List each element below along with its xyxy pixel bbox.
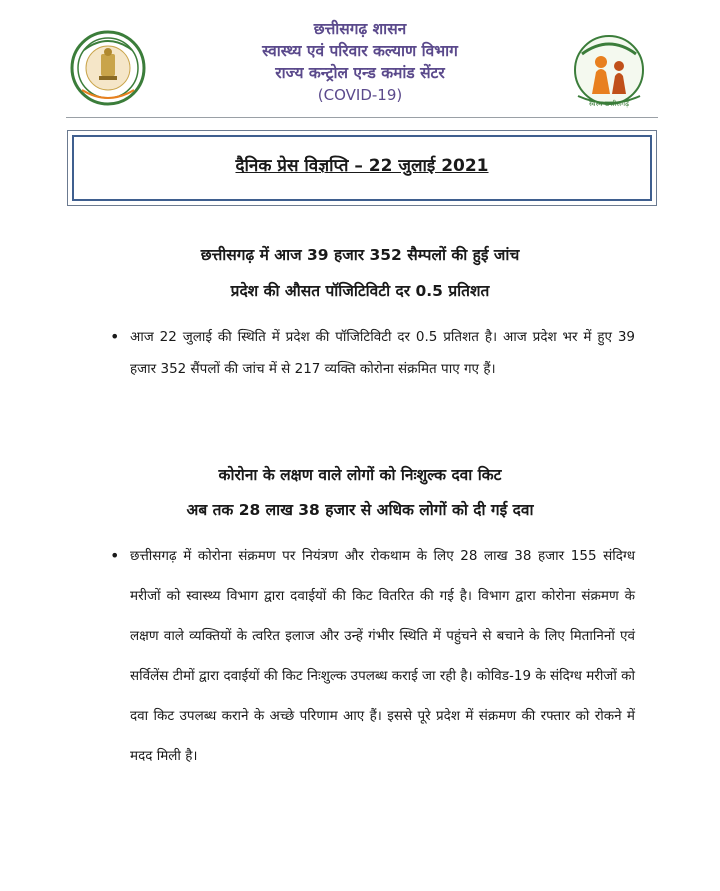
department-name: स्वास्थ्य एवं परिवार कल्याण विभाग — [262, 42, 458, 60]
bullet-marker: • — [110, 546, 120, 565]
section2-subheadline: अब तक 28 लाख 38 हजार से अधिक लोगों को दी गई दवा — [186, 501, 534, 519]
swasth-chhattisgarh-logo — [568, 32, 650, 114]
govt-name: छत्तीसगढ़ शासन — [313, 20, 407, 38]
section1-subheadline: प्रदेश की औसत पॉजिटिविटी दर 0.5 प्रतिशत — [230, 282, 490, 300]
header-divider — [66, 117, 658, 118]
command-centre-name: राज्य कन्ट्रोल एन्ड कमांड सेंटर — [275, 64, 445, 82]
bullet-marker: • — [110, 327, 120, 346]
press-release-title-box — [67, 130, 657, 206]
letterhead — [0, 0, 720, 120]
logo-caption: स्वस्थ छत्तीसगढ़ — [588, 100, 630, 108]
press-release-title: दैनिक प्रेस विज्ञप्ति – 22 जुलाई 2021 — [235, 156, 489, 176]
section2-paragraph: छत्तीसगढ़ में कोरोना संक्रमण पर नियंत्रण और रोकथाम के लिए 28 लाख 38 हजार 155 संदिग्ध मरीजों को स्वास्थ्य विभाग द्वारा दवाईयों की किट वितरित की गई है। विभाग द्वारा कोरोना संक्रमण के लक्षण वाले व्यक्तियों के त्वरित इलाज और उन्हें गंभीर स्थिति में पहुंचने से बचाने के लिए मितानिनों एवं सर्विलेंस टीमों द्वारा दवाईयों की किट निःशुल्क उपलब्ध कराई जा रही है। कोविड-19 के संदिग्ध मरीजों को दवा किट उपलब्ध कराने के अच्छे परिणाम आए हैं। इससे पूरे प्रदेश में संक्रमण की रफ्तार को रोकने में मदद मिली है। — [130, 548, 635, 764]
section2-headline: कोरोना के लक्षण वाले लोगों को निःशुल्क दवा किट — [218, 466, 502, 484]
chhattisgarh-govt-emblem-logo — [70, 30, 146, 106]
section1-headline: छत्तीसगढ़ में आज 39 हजार 352 सैम्पलों की हुई जांच — [200, 246, 520, 264]
covid-label: (COVID-19) — [317, 86, 403, 104]
letterhead-title — [180, 18, 540, 106]
section1-paragraph: आज 22 जुलाई की स्थिति में प्रदेश की पॉजिटिविटी दर 0.5 प्रतिशत है। आज प्रदेश भर में हुए 39 हजार 352 सैंपलों की जांच में से 217 व्यक्ति कोरोना संक्रमित पाए गए हैं। — [130, 329, 635, 377]
